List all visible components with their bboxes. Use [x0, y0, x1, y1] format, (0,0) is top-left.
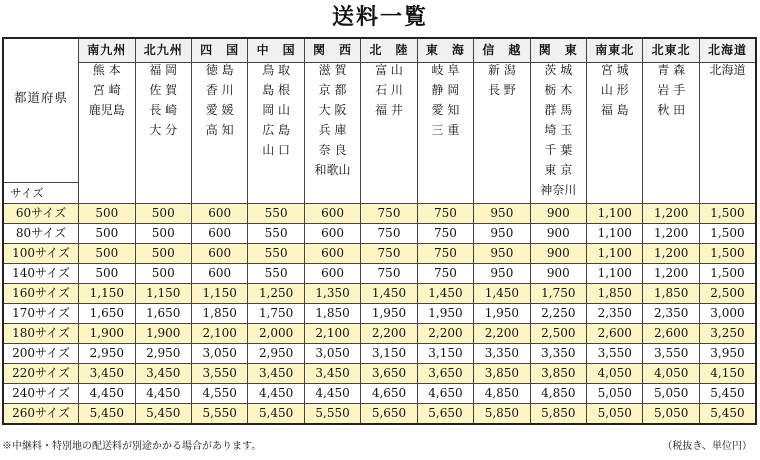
price-cell: 3,550: [643, 344, 699, 364]
price-cell: 4,150: [699, 364, 756, 384]
price-cell: 1,650: [135, 304, 191, 324]
price-cell: 1,900: [79, 324, 135, 344]
price-cell: 750: [361, 204, 417, 224]
price-cell: 1,200: [643, 264, 699, 284]
price-cell: 2,350: [643, 304, 699, 324]
price-cell: 750: [417, 224, 473, 244]
price-cell: 2,500: [530, 324, 586, 344]
price-cell: 1,450: [361, 284, 417, 304]
price-cell: 1,650: [79, 304, 135, 324]
price-cell: 2,500: [699, 284, 756, 304]
prefecture-name: 京 都: [318, 83, 347, 97]
price-cell: 900: [530, 264, 586, 284]
price-cell: 5,650: [417, 404, 473, 425]
region-name: 関 東: [538, 43, 578, 57]
prefecture-name: 福 岡: [149, 63, 178, 77]
prefecture-name: 静 岡: [431, 83, 460, 97]
price-cell: 1,200: [643, 224, 699, 244]
region-name: 信 越: [482, 43, 522, 57]
price-cell: 1,350: [304, 284, 360, 304]
price-row: [3, 284, 756, 304]
price-cell: 1,200: [643, 204, 699, 224]
size-label: 80サイズ: [3, 224, 79, 244]
price-cell: 550: [248, 224, 304, 244]
price-cell: 500: [135, 264, 191, 284]
price-cell: 1,900: [135, 324, 191, 344]
prefecture-name: 埼 玉: [544, 123, 573, 137]
price-cell: 5,050: [587, 404, 643, 425]
region-header: [643, 38, 699, 63]
price-cell: 1,750: [530, 284, 586, 304]
price-cell: 3,000: [699, 304, 756, 324]
price-cell: 3,550: [587, 344, 643, 364]
price-cell: 1,200: [643, 244, 699, 264]
price-cell: 4,050: [587, 364, 643, 384]
price-row: [3, 404, 756, 425]
price-cell: 5,050: [643, 404, 699, 425]
price-cell: 5,450: [79, 404, 135, 425]
prefecture-name: 大 分: [149, 123, 178, 137]
region-prefecture-list: [248, 63, 304, 204]
prefecture-name: 茨 城: [544, 63, 573, 77]
price-cell: 2,600: [587, 324, 643, 344]
prefecture-name: 群 馬: [544, 103, 573, 117]
price-cell: 600: [191, 224, 247, 244]
price-cell: 900: [530, 224, 586, 244]
price-cell: 3,050: [304, 344, 360, 364]
price-cell: 3,150: [361, 344, 417, 364]
prefecture-name: 石 川: [375, 83, 403, 97]
price-cell: 500: [135, 244, 191, 264]
price-cell: 2,950: [135, 344, 191, 364]
size-label: 170サイズ: [3, 304, 79, 324]
price-cell: 750: [417, 244, 473, 264]
price-cell: 3,950: [699, 344, 756, 364]
price-cell: 3,450: [135, 364, 191, 384]
region-prefecture-list: [304, 63, 360, 204]
prefecture-name: 愛 媛: [205, 103, 234, 117]
price-cell: 5,650: [361, 404, 417, 425]
page-title: 送料一覧: [331, 4, 428, 30]
price-cell: 950: [474, 244, 530, 264]
price-cell: 600: [304, 224, 360, 244]
prefecture-name: 岡 山: [262, 103, 291, 117]
price-row: [3, 224, 756, 244]
price-cell: 500: [79, 204, 135, 224]
shipping-rate-table: [2, 37, 757, 425]
price-row: [3, 364, 756, 384]
size-label: 100サイズ: [3, 244, 79, 264]
price-cell: 5,450: [135, 404, 191, 425]
prefecture-name: 徳 島: [205, 63, 234, 77]
size-label: 160サイズ: [3, 284, 79, 304]
prefecture-name: 岩 手: [657, 83, 686, 97]
region-header: [474, 38, 530, 63]
price-cell: 1,850: [304, 304, 360, 324]
price-cell: 1,850: [587, 284, 643, 304]
price-cell: 750: [361, 244, 417, 264]
region-header: [699, 38, 756, 63]
prefecture-name: 千 葉: [544, 143, 573, 157]
price-cell: 4,450: [248, 384, 304, 404]
price-cell: 1,500: [699, 224, 756, 244]
price-cell: 4,450: [79, 384, 135, 404]
size-label: 260サイズ: [3, 404, 79, 425]
price-cell: 1,500: [699, 264, 756, 284]
price-cell: 2,200: [417, 324, 473, 344]
prefecture-name: 鹿児島: [88, 103, 125, 117]
price-cell: 1,250: [248, 284, 304, 304]
prefecture-name: 山 口: [262, 143, 291, 157]
prefecture-header-label: 都道府県: [14, 90, 69, 105]
price-cell: 3,350: [474, 344, 530, 364]
price-cell: 600: [304, 264, 360, 284]
size-label: 240サイズ: [3, 384, 79, 404]
price-cell: 950: [474, 204, 530, 224]
prefecture-name: 東 京: [544, 163, 573, 177]
price-cell: 2,200: [361, 324, 417, 344]
prefecture-name: 青 森: [657, 63, 686, 77]
price-cell: 3,650: [417, 364, 473, 384]
prefecture-name: 島 根: [262, 83, 291, 97]
price-cell: 4,650: [417, 384, 473, 404]
region-prefecture-list: [135, 63, 191, 204]
price-cell: 2,250: [530, 304, 586, 324]
region-header: [361, 38, 417, 63]
prefecture-name: 秋 田: [657, 103, 686, 117]
region-name: 東 海: [425, 43, 465, 57]
price-cell: 1,450: [474, 284, 530, 304]
price-cell: 4,450: [135, 384, 191, 404]
prefecture-name: 山 形: [600, 83, 629, 97]
price-cell: 5,850: [530, 404, 586, 425]
prefecture-name: 栃 木: [544, 83, 573, 97]
prefecture-name: 福 井: [375, 103, 403, 117]
price-cell: 600: [191, 204, 247, 224]
region-header: [135, 38, 191, 63]
price-cell: 2,950: [79, 344, 135, 364]
prefecture-name: 兵 庫: [318, 123, 347, 137]
prefecture-name: 宮 城: [600, 63, 629, 77]
price-cell: 1,500: [699, 204, 756, 224]
price-cell: 600: [191, 244, 247, 264]
prefecture-row: [3, 63, 756, 204]
size-label: 140サイズ: [3, 264, 79, 284]
price-cell: 5,450: [248, 404, 304, 425]
prefecture-name: 鳥 取: [262, 63, 291, 77]
price-cell: 4,650: [361, 384, 417, 404]
table-corner-header: [3, 38, 79, 204]
price-cell: 750: [417, 264, 473, 284]
price-cell: 750: [361, 264, 417, 284]
price-cell: 4,550: [191, 384, 247, 404]
header-divider: [4, 182, 78, 183]
region-name: 北海道: [707, 43, 747, 57]
price-cell: 3,050: [191, 344, 247, 364]
prefecture-name: 神奈川: [540, 183, 577, 197]
price-cell: 4,050: [643, 364, 699, 384]
price-cell: 2,000: [248, 324, 304, 344]
price-row: [3, 344, 756, 364]
size-label: 60サイズ: [3, 204, 79, 224]
region-name: 四 国: [200, 43, 240, 57]
price-cell: 5,050: [643, 384, 699, 404]
region-prefecture-list: [191, 63, 247, 204]
price-cell: 5,050: [587, 384, 643, 404]
price-row: [3, 204, 756, 224]
price-cell: 1,150: [79, 284, 135, 304]
price-cell: 1,850: [643, 284, 699, 304]
price-cell: 1,950: [361, 304, 417, 324]
price-cell: 5,450: [699, 404, 756, 425]
footnote: ※中継料・特別地の配送料が別途かかる場合があります。: [2, 441, 262, 452]
price-cell: 4,850: [530, 384, 586, 404]
prefecture-name: 奈 良: [318, 143, 347, 157]
prefecture-name: 熊 本: [92, 63, 121, 77]
region-name: 南東北: [595, 43, 635, 57]
price-cell: 1,500: [699, 244, 756, 264]
prefecture-name: 北海道: [709, 63, 746, 77]
region-header: [248, 38, 304, 63]
price-cell: 500: [79, 224, 135, 244]
price-cell: 3,550: [191, 364, 247, 384]
price-cell: 600: [304, 244, 360, 264]
price-cell: 550: [248, 264, 304, 284]
price-cell: 3,850: [474, 364, 530, 384]
price-cell: 1,150: [191, 284, 247, 304]
size-header-label: サイズ: [10, 186, 44, 200]
price-cell: 3,650: [361, 364, 417, 384]
price-cell: 950: [474, 224, 530, 244]
price-cell: 500: [79, 264, 135, 284]
prefecture-name: 新 潟: [487, 63, 516, 77]
prefecture-name: 岐 阜: [431, 63, 460, 77]
region-prefecture-list: [474, 63, 530, 204]
price-cell: 5,450: [699, 384, 756, 404]
price-cell: 1,100: [587, 244, 643, 264]
region-name: 南九州: [87, 43, 127, 57]
price-cell: 1,850: [191, 304, 247, 324]
prefecture-name: 三 重: [431, 123, 460, 137]
region-prefecture-list: [643, 63, 699, 204]
price-cell: 3,150: [417, 344, 473, 364]
region-header: [191, 38, 247, 63]
region-prefecture-list: [587, 63, 643, 204]
region-prefecture-list: [699, 63, 756, 204]
region-name: 北東北: [651, 43, 691, 57]
prefecture-name: 香 川: [205, 83, 234, 97]
price-cell: 2,200: [474, 324, 530, 344]
region-name: 中 国: [256, 43, 296, 57]
price-cell: 5,850: [474, 404, 530, 425]
unit-note: （税抜き、単位円）: [662, 441, 752, 452]
price-cell: 3,250: [699, 324, 756, 344]
size-label: 220サイズ: [3, 364, 79, 384]
prefecture-name: 福 島: [600, 103, 629, 117]
price-cell: 2,950: [248, 344, 304, 364]
prefecture-name: 宮 崎: [92, 83, 121, 97]
price-cell: 4,850: [474, 384, 530, 404]
region-prefecture-list: [79, 63, 135, 204]
prefecture-name: 長 崎: [149, 103, 178, 117]
price-cell: 2,100: [304, 324, 360, 344]
price-cell: 500: [135, 204, 191, 224]
price-cell: 5,550: [191, 404, 247, 425]
price-row: [3, 384, 756, 404]
price-cell: 3,450: [79, 364, 135, 384]
price-cell: 2,100: [191, 324, 247, 344]
price-cell: 1,100: [587, 224, 643, 244]
price-cell: 950: [474, 264, 530, 284]
price-cell: 1,450: [417, 284, 473, 304]
prefecture-name: 愛 知: [431, 103, 460, 117]
price-cell: 750: [417, 204, 473, 224]
region-prefecture-list: [530, 63, 586, 204]
region-name: 関 西: [313, 43, 353, 57]
price-cell: 2,350: [587, 304, 643, 324]
region-header: [530, 38, 586, 63]
price-cell: 1,100: [587, 264, 643, 284]
region-header: [304, 38, 360, 63]
price-cell: 5,550: [304, 404, 360, 425]
prefecture-name: 広 島: [262, 123, 291, 137]
price-cell: 500: [79, 244, 135, 264]
price-cell: 600: [304, 204, 360, 224]
price-table-body: [3, 204, 756, 425]
region-name: 北九州: [143, 43, 183, 57]
price-cell: 900: [530, 204, 586, 224]
price-row: [3, 264, 756, 284]
region-header: [417, 38, 473, 63]
price-cell: 3,350: [530, 344, 586, 364]
price-cell: 1,150: [135, 284, 191, 304]
price-row: [3, 324, 756, 344]
price-cell: 600: [191, 264, 247, 284]
prefecture-name: 和歌山: [314, 163, 351, 177]
price-cell: 4,450: [304, 384, 360, 404]
price-row: [3, 244, 756, 264]
price-cell: 550: [248, 244, 304, 264]
price-cell: 900: [530, 244, 586, 264]
price-cell: 1,100: [587, 204, 643, 224]
price-row: [3, 304, 756, 324]
price-cell: 1,950: [474, 304, 530, 324]
region-header: [79, 38, 135, 63]
size-label: 200サイズ: [3, 344, 79, 364]
size-label: 180サイズ: [3, 324, 79, 344]
region-name: 北 陸: [369, 43, 409, 57]
price-cell: 3,850: [530, 364, 586, 384]
prefecture-name: 富 山: [375, 63, 403, 77]
price-cell: 1,950: [417, 304, 473, 324]
price-cell: 750: [361, 224, 417, 244]
price-cell: 500: [135, 224, 191, 244]
region-prefecture-list: [361, 63, 417, 204]
price-cell: 3,450: [304, 364, 360, 384]
price-cell: 550: [248, 204, 304, 224]
prefecture-name: 長 野: [487, 83, 516, 97]
prefecture-name: 大 阪: [318, 103, 347, 117]
region-prefecture-list: [417, 63, 473, 204]
prefecture-name: 高 知: [205, 123, 234, 137]
prefecture-name: 滋 賀: [318, 63, 347, 77]
prefecture-name: 佐 賀: [149, 83, 178, 97]
price-cell: 1,750: [248, 304, 304, 324]
region-header: [587, 38, 643, 63]
region-header-row: [3, 38, 756, 63]
price-cell: 2,600: [643, 324, 699, 344]
price-cell: 3,450: [248, 364, 304, 384]
